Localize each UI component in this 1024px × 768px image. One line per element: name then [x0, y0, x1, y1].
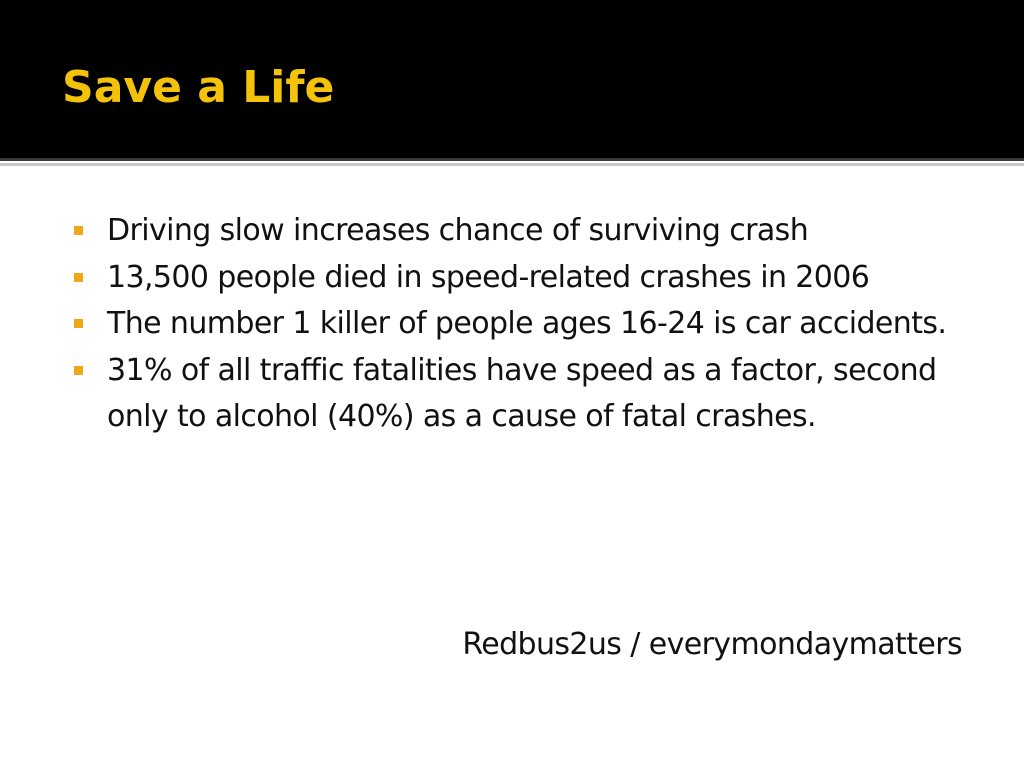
title-divider-light [0, 163, 1024, 166]
bullet-item [72, 208, 972, 255]
bullet-text: Driving slow increases chance of surviving crash [107, 213, 809, 248]
bullet-item [72, 255, 972, 302]
slide-title: Save a Life [62, 62, 335, 113]
bullet-text: 31% of all traffic fatalities have speed as a factor, second only to alcohol (40%) as a cause of fatal crashes. [107, 352, 937, 434]
square-bullet-icon [74, 273, 83, 282]
bullet-text: The number 1 killer of people ages 16-24 is car accidents. [107, 306, 947, 341]
square-bullet-icon [74, 226, 83, 235]
bullet-list [72, 208, 972, 441]
title-band [0, 0, 1024, 158]
attribution-text: Redbus2us / everymondaymatters [462, 627, 962, 662]
bullet-item [72, 301, 972, 348]
square-bullet-icon [74, 319, 83, 328]
title-divider-dark [0, 158, 1024, 161]
bullet-item [72, 348, 972, 441]
bullet-text: 13,500 people died in speed-related crashes in 2006 [107, 259, 870, 295]
square-bullet-icon [74, 366, 83, 375]
